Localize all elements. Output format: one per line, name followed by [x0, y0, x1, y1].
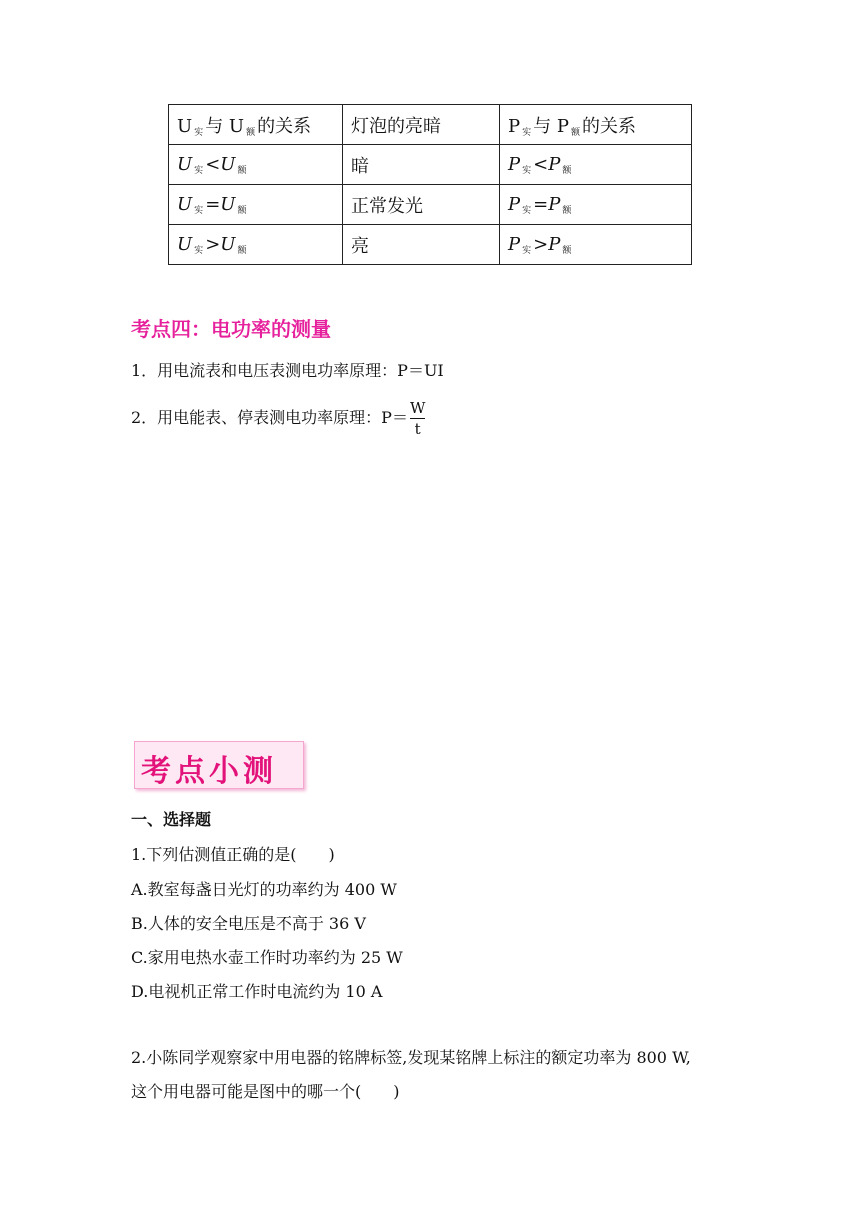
header-p-relation: P $_实$ 与 P $_额$ 的关系: [500, 105, 692, 145]
u-compare-cell: U $_实$ >U $_额$: [169, 225, 343, 265]
table-row: [169, 185, 692, 225]
kaodian4-title: 考点四：电功率的测量: [131, 317, 331, 341]
question-1-option-d: D.电视机正常工作时电流约为 10 A: [131, 982, 383, 1001]
u-compare-cell: U $_实$ =U $_额$: [169, 185, 343, 225]
section-title: 一、选择题: [131, 810, 212, 829]
p-compare-cell: P $_实$ >P $_额$: [500, 225, 692, 265]
brightness-cell: 亮: [343, 225, 500, 265]
header-brightness: 灯泡的亮暗: [343, 105, 500, 145]
table-row: [169, 145, 692, 185]
brightness-cell: 正常发光: [343, 185, 500, 225]
fraction-denominator: t: [414, 420, 421, 438]
header-u-relation: U $_实$ 与 U $_额$ 的关系: [169, 105, 343, 145]
badge-label: 考点小测: [141, 754, 277, 789]
principle-item-2: [131, 398, 425, 439]
p-compare-cell: P $_实$ =P $_额$: [500, 185, 692, 225]
question-1-option-b: B.人体的安全电压是不高于 36 V: [131, 914, 366, 933]
principle-item-1: 1．用电流表和电压表测电功率原理：P＝UI: [131, 361, 444, 380]
question-2-line-1: 2.小陈同学观察家中用电器的铭牌标签,发现某铭牌上标注的额定功率为 800 W,: [131, 1048, 691, 1067]
fraction-numerator: W: [409, 399, 426, 417]
question-2-line-2: 这个用电器可能是图中的哪一个( ): [131, 1082, 400, 1101]
fraction-w-over-t: [410, 398, 425, 439]
table-row: [169, 225, 692, 265]
p-compare-cell: P $_实$ <P $_额$: [500, 145, 692, 185]
u-compare-cell: U $_实$ <U $_额$: [169, 145, 343, 185]
principle-item-2-text: 2．用电能表、停表测电功率原理：P＝: [131, 408, 408, 427]
table-header-row: [169, 105, 692, 145]
question-1-option-a: A.教室每盏日光灯的功率约为 400 W: [131, 880, 397, 899]
kaodian-xiaoce-badge: [134, 741, 304, 789]
question-1-option-c: C.家用电热水壶工作时功率约为 25 W: [131, 948, 403, 967]
brightness-cell: 暗: [343, 145, 500, 185]
question-1-stem: 1.下列估测值正确的是( ): [131, 845, 335, 864]
relation-table: [168, 104, 692, 265]
